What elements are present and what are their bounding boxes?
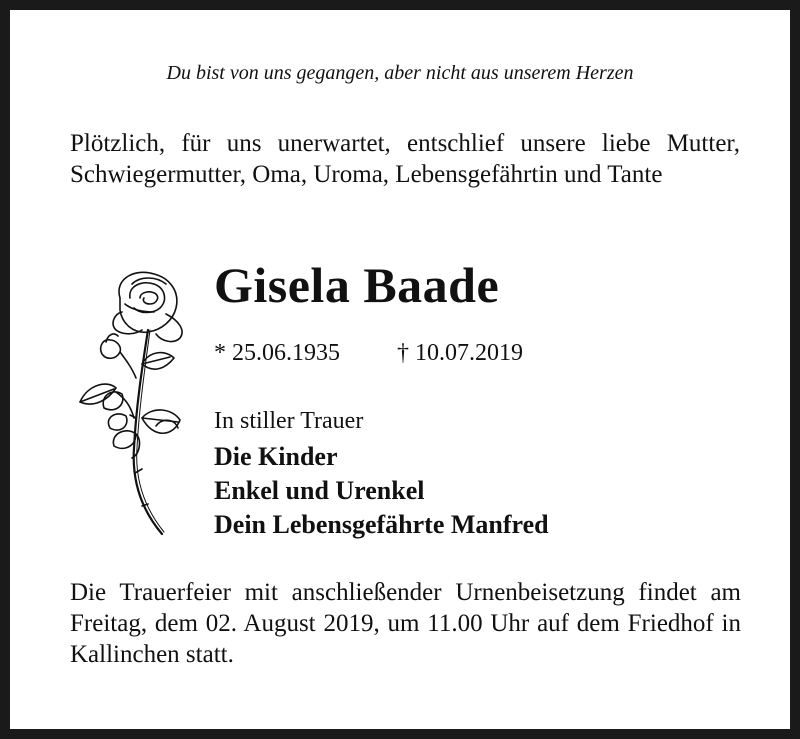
mourner: Dein Lebensgefährte Manfred [214,510,549,539]
rose-icon [70,268,190,540]
intro-text: Plötzlich, für uns unerwartet, entschlief unsere liebe Mutter, Schwiegermutter, Oma, Uroma, Lebensgefährtin und Tante [70,130,740,188]
birth-date: * 25.06.1935 [214,340,340,366]
deceased-name: Gisela Baade [214,257,500,313]
motto: Du bist von uns gegangen, aber nicht aus unserem Herzen [166,62,634,84]
death-date: † 10.07.2019 [397,340,523,366]
mourner: Enkel und Urenkel [214,476,425,505]
mourning-intro: In stiller Trauer [214,408,364,434]
mourners-list [214,440,549,542]
mourner: Die Kinder [214,442,338,471]
service-details: Die Trauerfeier mit anschließender Urnenbeisetzung findet am Freitag, dem 02. August 2019, um 11.00 Uhr auf dem Friedhof in Kallinchen statt. [70,579,741,668]
